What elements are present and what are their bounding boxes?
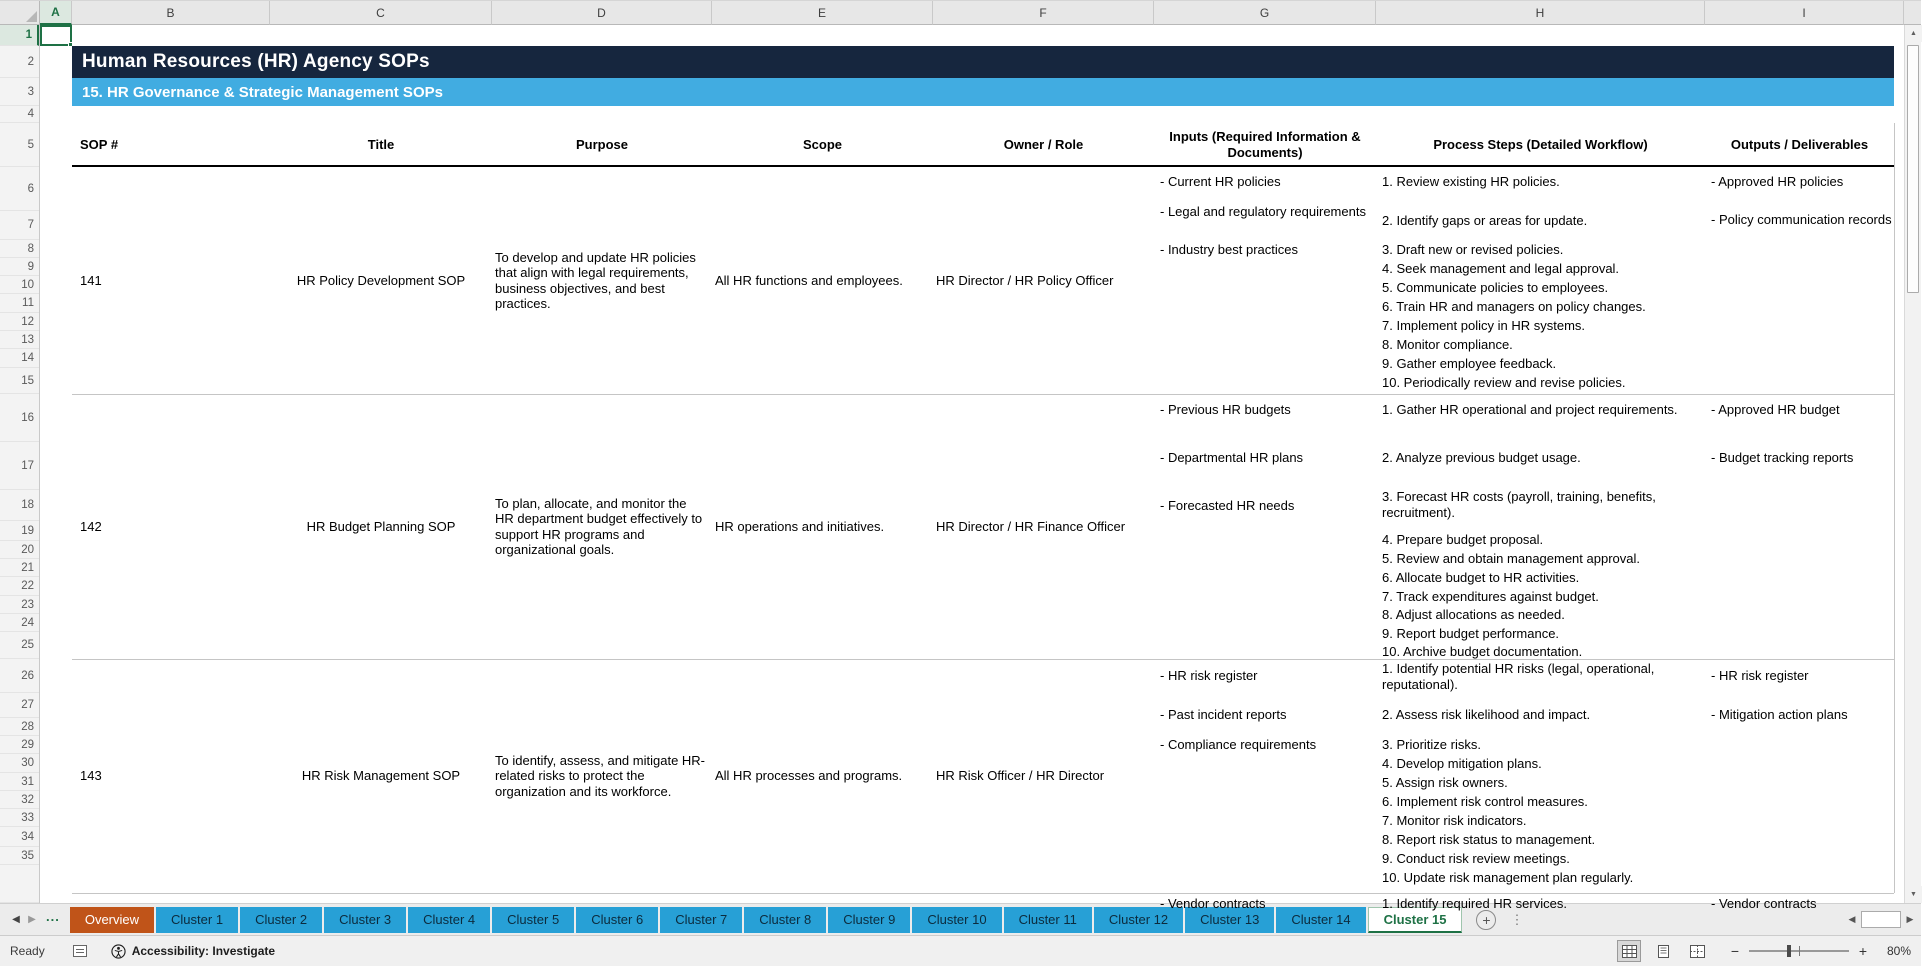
cell-scope[interactable]: HR operations and initiatives. xyxy=(715,518,885,534)
header-sop[interactable]: SOP # xyxy=(80,137,119,152)
row-header-34[interactable]: 34 xyxy=(0,827,39,847)
row-header-7[interactable]: 7 xyxy=(0,211,39,240)
header-scope[interactable]: Scope xyxy=(802,137,842,152)
cell-owner[interactable]: HR Director / HR Finance Officer xyxy=(936,518,1126,534)
sheet-tab-cluster-7[interactable]: Cluster 7 xyxy=(660,907,742,933)
scroll-up-icon[interactable]: ▲ xyxy=(1905,25,1922,42)
column-header-f[interactable]: F xyxy=(933,1,1154,25)
row-header-36[interactable] xyxy=(0,865,39,903)
table-header-row xyxy=(40,123,1904,167)
zoom-slider[interactable] xyxy=(1749,950,1849,952)
row-header-9[interactable]: 9 xyxy=(0,258,39,276)
column-header-g[interactable]: G xyxy=(1154,1,1376,25)
row-header-31[interactable]: 31 xyxy=(0,773,39,791)
header-owner[interactable]: Owner / Role xyxy=(1003,137,1084,152)
cell-scope[interactable]: All HR functions and employees. xyxy=(715,272,903,288)
row-header-6[interactable]: 6 xyxy=(0,167,39,211)
vertical-scrollbar-thumb[interactable] xyxy=(1907,45,1919,293)
column-header-e[interactable]: E xyxy=(712,1,933,25)
sheet-tab-cluster-8[interactable]: Cluster 8 xyxy=(744,907,826,933)
page-break-icon xyxy=(1690,945,1705,958)
row-header-33[interactable]: 33 xyxy=(0,809,39,827)
sheet-tab-overview[interactable]: Overview xyxy=(70,907,154,933)
tab-scroll-left-icon[interactable]: ◀ xyxy=(12,914,20,925)
normal-view-icon xyxy=(1622,945,1637,958)
row-header-8[interactable]: 8 xyxy=(0,240,39,258)
row-header-17[interactable]: 17 xyxy=(0,442,39,490)
sheet-tab-cluster-1[interactable]: Cluster 1 xyxy=(156,907,238,933)
row-header-28[interactable]: 28 xyxy=(0,718,39,736)
tab-scroll-right-icon[interactable]: ▶ xyxy=(28,914,36,925)
cell-purpose[interactable]: To develop and update HR policies that align with legal requirements, business objectives, and best practices. xyxy=(495,249,696,311)
header-title[interactable]: Title xyxy=(367,137,395,152)
sop-row-partial xyxy=(40,893,1904,911)
cell-title[interactable]: HR Risk Management SOP xyxy=(301,768,461,784)
row-header-27[interactable]: 27 xyxy=(0,693,39,718)
row-header-1[interactable]: 1 xyxy=(0,25,39,46)
sop-row-141 xyxy=(40,167,1904,394)
cell-steps[interactable]: 1. Gather HR operational and project requirements. 2. Analyze previous budget usage. 3. Forecast HR costs (payroll, training, benefits, recruitment). 4. Prepare budget proposal. 5. Review and obtain management approval. 6. Allocate budget to HR activities. 7. Track expenditures against budget. 8. Adjust allocations as needed. 9. Report budget performance. 10. Archive budget documentation. xyxy=(1382,402,1678,659)
row-header-2[interactable]: 2 xyxy=(0,46,39,78)
select-all-button[interactable] xyxy=(0,1,40,25)
sheet-tab-cluster-4[interactable]: Cluster 4 xyxy=(408,907,490,933)
row-header-11[interactable]: 11 xyxy=(0,294,39,313)
zoom-out-icon[interactable]: − xyxy=(1730,943,1740,959)
cell-sop-number[interactable]: 141 xyxy=(80,272,102,288)
sop-row-143 xyxy=(40,659,1904,893)
zoom-level[interactable]: 80% xyxy=(1886,944,1911,958)
row-header-20[interactable]: 20 xyxy=(0,541,39,559)
spreadsheet-grid[interactable] xyxy=(40,25,1904,911)
row-header-15[interactable]: 15 xyxy=(0,368,39,394)
column-header-i[interactable]: I xyxy=(1705,1,1904,25)
row-header-5[interactable]: 5 xyxy=(0,123,39,167)
cell-outputs[interactable]: - HR risk register - Mitigation action plans xyxy=(1711,668,1848,722)
header-purpose[interactable]: Purpose xyxy=(575,137,628,152)
zoom-slider-midpoint xyxy=(1799,946,1800,956)
sheet-tab-cluster-2[interactable]: Cluster 2 xyxy=(240,907,322,933)
cell-owner[interactable]: HR Risk Officer / HR Director xyxy=(936,768,1105,784)
select-all-icon xyxy=(26,11,37,22)
row-header-14[interactable]: 14 xyxy=(0,349,39,368)
row-header-19[interactable]: 19 xyxy=(0,521,39,541)
cell-inputs[interactable]: - Current HR policies - Legal and regulatory requirements - Industry best practices xyxy=(1160,174,1366,257)
page-break-view-button[interactable] xyxy=(1685,940,1709,962)
sheet-tab-cluster-3[interactable]: Cluster 3 xyxy=(324,907,406,933)
sheet-tab-cluster-12[interactable]: Cluster 12 xyxy=(1094,907,1183,933)
vertical-scrollbar[interactable] xyxy=(1904,25,1921,903)
sheet-tab-cluster-6[interactable]: Cluster 6 xyxy=(576,907,658,933)
header-steps[interactable]: Process Steps (Detailed Workflow) xyxy=(1433,137,1648,152)
scroll-down-icon[interactable]: ▼ xyxy=(1905,886,1922,903)
column-header-b[interactable]: B xyxy=(72,1,270,25)
row-header-29[interactable]: 29 xyxy=(0,736,39,754)
zoom-control xyxy=(1729,943,1911,959)
sheet-tab-cluster-15-active[interactable]: Cluster 15 xyxy=(1368,907,1463,933)
page-layout-view-button[interactable] xyxy=(1651,940,1675,962)
sheet-title-banner[interactable]: Human Resources (HR) Agency SOPs xyxy=(72,46,1894,78)
cell-owner[interactable]: HR Director / HR Policy Officer xyxy=(936,272,1114,288)
macro-record-icon[interactable] xyxy=(73,945,87,957)
cell-outputs[interactable]: - Vendor contracts xyxy=(1711,896,1817,911)
cell-purpose[interactable]: To plan, allocate, and monitor the HR department budget effectively to support HR programs and organizational goals. xyxy=(495,495,703,557)
accessibility-icon xyxy=(111,944,126,959)
row-header-26[interactable]: 26 xyxy=(0,659,39,693)
row-header-3[interactable]: 3 xyxy=(0,78,39,106)
header-scrollbar-spacer xyxy=(1904,1,1921,25)
ready-status: Ready xyxy=(10,944,45,958)
sheet-tab-cluster-11[interactable]: Cluster 11 xyxy=(1004,907,1092,933)
sheet-tab-cluster-10[interactable]: Cluster 10 xyxy=(912,907,1001,933)
row-header-23[interactable]: 23 xyxy=(0,596,39,614)
column-header-c[interactable]: C xyxy=(270,1,492,25)
sheet-subtitle-banner[interactable]: 15. HR Governance & Strategic Management SOPs xyxy=(72,78,1894,106)
header-outputs[interactable]: Outputs / Deliverables xyxy=(1730,137,1869,152)
cell-selection-a1 xyxy=(40,25,72,46)
row-header-12[interactable]: 12 xyxy=(0,313,39,331)
zoom-slider-thumb[interactable] xyxy=(1787,945,1791,957)
accessibility-label: Accessibility: Investigate xyxy=(131,944,276,958)
row-header-gutter xyxy=(0,25,40,903)
more-options-icon[interactable]: ⋮ xyxy=(1510,911,1524,927)
column-header-strip xyxy=(0,0,1921,25)
header-inputs[interactable]: Inputs (Required Information & Documents) xyxy=(1169,129,1361,160)
cell-outputs[interactable]: - Approved HR budget - Budget tracking reports xyxy=(1711,402,1854,465)
sheet-tab-cluster-5[interactable]: Cluster 5 xyxy=(492,907,574,933)
row-header-18[interactable]: 18 xyxy=(0,490,39,521)
sheet-tab-cluster-14[interactable]: Cluster 14 xyxy=(1276,907,1365,933)
cell-inputs[interactable]: - HR risk register - Past incident reports - Compliance requirements xyxy=(1160,668,1317,752)
cell-purpose[interactable]: To identify, assess, and mitigate HR-related risks to protect the organization and its workforce. xyxy=(495,752,706,799)
cell-scope[interactable]: All HR processes and programs. xyxy=(715,768,903,784)
cell-inputs[interactable]: - Previous HR budgets - Departmental HR plans - Forecasted HR needs xyxy=(1160,402,1304,513)
new-sheet-button[interactable]: + xyxy=(1476,910,1496,930)
row-header-30[interactable]: 30 xyxy=(0,754,39,773)
row-header-10[interactable]: 10 xyxy=(0,276,39,294)
cell-steps[interactable]: 1. Identify required HR services. xyxy=(1382,896,1567,911)
row-header-32[interactable]: 32 xyxy=(0,791,39,809)
row-header-21[interactable]: 21 xyxy=(0,559,39,577)
scroll-left-icon[interactable]: ◀ xyxy=(1848,914,1856,924)
scroll-right-icon[interactable]: ▶ xyxy=(1906,914,1914,924)
row-header-4[interactable]: 4 xyxy=(0,106,39,123)
zoom-in-icon[interactable]: + xyxy=(1858,943,1868,959)
accessibility-checker[interactable] xyxy=(111,944,275,959)
status-bar xyxy=(0,935,1921,966)
tab-list-ellipsis[interactable]: ... xyxy=(46,909,60,924)
cell-outputs[interactable]: - Approved HR policies - Policy communication records xyxy=(1711,174,1892,227)
row-header-24[interactable]: 24 xyxy=(0,614,39,632)
cell-sop-number[interactable]: 142 xyxy=(80,518,102,534)
row-header-25[interactable]: 25 xyxy=(0,632,39,659)
page-layout-icon xyxy=(1656,945,1671,958)
column-header-a[interactable]: A xyxy=(40,1,72,25)
row-header-35[interactable]: 35 xyxy=(0,847,39,865)
cell-steps[interactable]: 1. Identify potential HR risks (legal, operational, reputational). 2. Assess risk likelihood and impact. 3. Prioritize risks. 4. Develop mitigation plans. 5. Assign risk owners. 6. Implement risk control measures. 7. Monitor risk indicators. 8. Report risk status to management. 9. Conduct risk review meetings. 10. Update risk management plan regularly. xyxy=(1382,661,1655,885)
column-header-h[interactable]: H xyxy=(1376,1,1705,25)
cell-steps[interactable]: 1. Review existing HR policies. 2. Identify gaps or areas for update. 3. Draft new or revised policies. 4. Seek management and legal approval. 5. Communicate policies to employees. 6. Train HR and managers on policy changes. 7. Implement policy in HR systems. 8. Monitor compliance. 9. Gather employee feedback. 10. Periodically review and revise policies. xyxy=(1382,174,1646,390)
status-bar-right xyxy=(1617,940,1911,962)
cell-inputs[interactable]: - Vendor contracts xyxy=(1160,896,1266,911)
row-header-16[interactable]: 16 xyxy=(0,394,39,442)
normal-view-button[interactable] xyxy=(1617,940,1641,962)
row-header-13[interactable]: 13 xyxy=(0,331,39,349)
cell-sop-number[interactable]: 143 xyxy=(80,768,102,784)
cell-title[interactable]: HR Policy Development SOP xyxy=(296,272,466,288)
sheet-tab-cluster-13[interactable]: Cluster 13 xyxy=(1185,907,1274,933)
cell-title[interactable]: HR Budget Planning SOP xyxy=(306,518,456,534)
row-header-22[interactable]: 22 xyxy=(0,577,39,596)
column-header-d[interactable]: D xyxy=(492,1,712,25)
sheet-tab-cluster-9[interactable]: Cluster 9 xyxy=(828,907,910,933)
sop-row-142 xyxy=(40,394,1904,659)
